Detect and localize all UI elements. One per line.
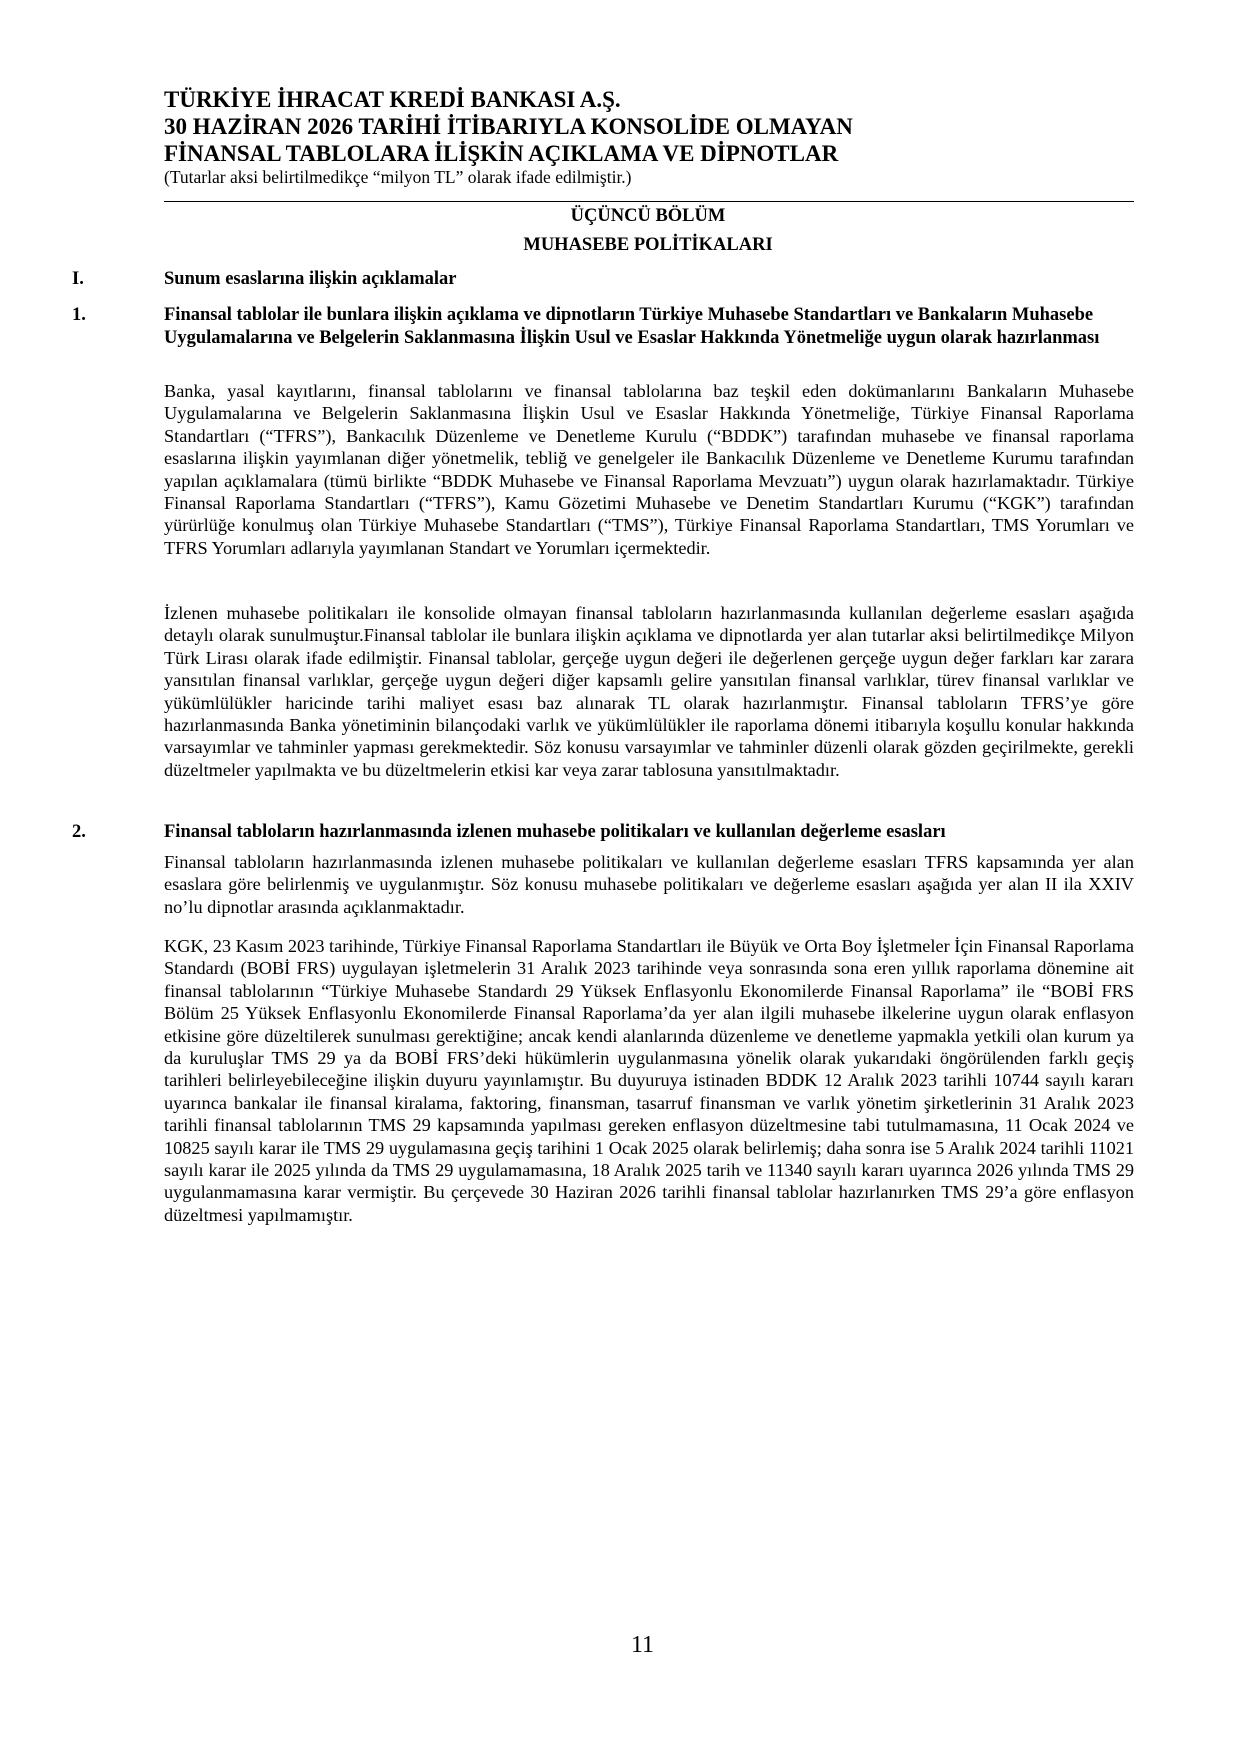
paragraph: İzlenen muhasebe politikaları ile konsolide olmayan finansal tabloların hazırlanmasında kullanılan değerleme esasları aşağıda detaylı olarak sunulmuştur.Finansal tablolar ile bunlara ilişkin açıklama ve dipnotlarda yer alan tutarlar aksi belirtilmedikçe Milyon Türk Lirası olarak ifade edilmiştir. Finansal tablolar, gerçeğe uygun değeri ile değerlenen gerçeğe uygun değer farkları kar zarara yansıtılan finansal varlıklar, gerçeğe uygun değeri diğer kapsamlı gelire yansıtılan finansal varlıklar, türev finansal varlıklar ve yükümlülükler haricinde tarihi maliyet esası baz alınarak TL olarak hazırlanmıştır. Finansal tabloların TFRS’ye göre hazırlanmasında Banka yönetiminin bilançodaki varlık ve yükümlülükler ile raporlama dönemi itibarıyla koşullu konular hakkında varsayımlar ve tahminler yapması gerekmektedir. Söz konusu varsayımlar ve tahminler düzenli olarak gözden geçirilmekte, gerekli düzeltmeler yapılmakta ve bu düzeltmelerin etkisi kar veya zarar tablosuna yansıtılmaktadır. (164, 603, 1134, 780)
page-number: 11 (630, 1632, 655, 1658)
subsection-number: I. (72, 269, 84, 289)
paragraph: Banka, yasal kayıtlarını, finansal tablolarını ve finansal tablolarına baz teşkil eden dokümanlarını Bankaların Muhasebe Uygulamalarına ve Belgelerin Saklanmasına İlişkin Usul ve Esaslar Hakkında Yönetmeliğe, Türkiye Finansal Raporlama Standartları (“TFRS”), Bankacılık Düzenleme ve Denetleme Kurulu (“BDDK”) tarafından muhasebe ve finansal raporlama esaslarına ilişkin yayımlanan diğer yönetmelik, tebliğ ve genelgeler ile Bankacılık Düzenleme ve Denetleme Kurumu tarafından yapılan açıklamalara (tümü birlikte “BDDK Muhasebe ve Finansal Raporlama Mevzuatı”) uygun olarak hazırlamaktadır. Türkiye Finansal Raporlama Standartları (“TFRS”), Kamu Gözetimi Muhasebe ve Denetim Standartları Kurumu (“KGK”) tarafından yürürlüğe konulmuş olan Türkiye Muhasebe Standartları (“TMS”), Türkiye Finansal Raporlama Standartları, TMS Yorumları ve TFRS Yorumları adlarıyla yayımlanan Standart ve Yorumları içermektedir. (164, 381, 1134, 558)
document-header (164, 86, 1134, 188)
header-divider (164, 201, 1134, 202)
item-heading: Finansal tabloların hazırlanmasında izlenen muhasebe politikaları ve kullanılan değerleme esasları (164, 822, 946, 842)
paragraph: KGK, 23 Kasım 2023 tarihinde, Türkiye Finansal Raporlama Standartları ile Büyük ve Orta Boy İşletmeler İçin Finansal Raporlama Standardı (BOBİ FRS) uygulayan işletmelerin 31 Aralık 2023 tarihinde veya sonrasında sona eren yıllık raporlama dönemine ait finansal tablolarının “Türkiye Muhasebe Standardı 29 Yüksek Enflasyonlu Ekonomilerde Finansal Raporlama” ile “BOBİ FRS Bölüm 25 Yüksek Enflasyonlu Ekonomilerde Finansal Raporlama’da yer alan ilgili muhasebe ilkelerine uygun olarak enflasyon etkisine göre düzeltilerek sunulması gerektiğine; ancak kendi alanlarında düzenleme ve denetleme yapmakla yetkili olan kurum ya da kuruluşlar TMS 29 ya da BOBİ FRS’deki hükümlerin uygulanmasına yönelik olarak yukarıdaki öngörülenden farklı geçiş tarihleri belirleyebileceğine ilişkin duyuru yayınlamıştır. Bu duyuruya istinaden BDDK 12 Aralık 2023 tarihli 10744 sayılı kararı uyarınca bankalar ile finansal kiralama, faktoring, finansman, tasarruf finansman ve varlık yönetim şirketlerinin 31 Aralık 2023 tarihli finansal tablolarının TMS 29 kapsamında yapılması gereken enflasyon düzeltmesine tabi tutulmamasına, 11 Ocak 2024 ve 10825 sayılı karar ile TMS 29 uygulamasına geçiş tarihini 1 Ocak 2025 olarak belirlemiş; daha sonra ise 5 Aralık 2024 tarihli 11021 sayılı karar ile 2025 yılında da TMS 29 uygulamamasına, 18 Aralık 2025 tarih ve 11340 sayılı kararı uyarınca 2026 yılında TMS 29 uygulanmamasına karar vermiştir. Bu çerçevede 30 Haziran 2026 tarihli finansal tablolar hazırlanırken TMS 29’a göre enflasyon düzeltmesi yapılmamıştır. (164, 936, 1134, 1225)
item-number: 2. (72, 822, 86, 842)
subsection-title: Sunum esaslarına ilişkin açıklamalar (164, 269, 457, 289)
item-number: 1. (72, 305, 86, 325)
report-subtitle-line: FİNANSAL TABLOLARA İLİŞKİN AÇIKLAMA VE DİPNOTLAR (164, 141, 839, 166)
currency-note: (Tutarlar aksi belirtilmedikçe “milyon TL” olarak ifade edilmiştir.) (164, 167, 632, 187)
section-title: MUHASEBE POLİTİKALARI (523, 235, 773, 255)
bank-name: TÜRKİYE İHRACAT KREDİ BANKASI A.Ş. (164, 87, 621, 112)
report-title-line: 30 HAZİRAN 2026 TARİHİ İTİBARIYLA KONSOLİDE OLMAYAN (164, 114, 853, 139)
section-part: ÜÇÜNCÜ BÖLÜM (570, 206, 726, 226)
paragraph: Finansal tabloların hazırlanmasında izlenen muhasebe politikaları ve kullanılan değerleme esasları TFRS kapsamında yer alan esaslara göre belirlenmiş ve uygulanmıştır. Söz konusu muhasebe politikaları ve değerleme esasları aşağıda yer alan II ila XXIV no’lu dipnotlar arasında açıklanmaktadır. (164, 852, 1134, 917)
item-heading: Finansal tablolar ile bunlara ilişkin açıklama ve dipnotların Türkiye Muhasebe Standartları ve Bankaların Muhasebe Uygulamalarına ve Belgelerin Saklanmasına İlişkin Usul ve Esaslar Hakkında Yönetmeliğe uygun olarak hazırlanması (164, 305, 1100, 348)
